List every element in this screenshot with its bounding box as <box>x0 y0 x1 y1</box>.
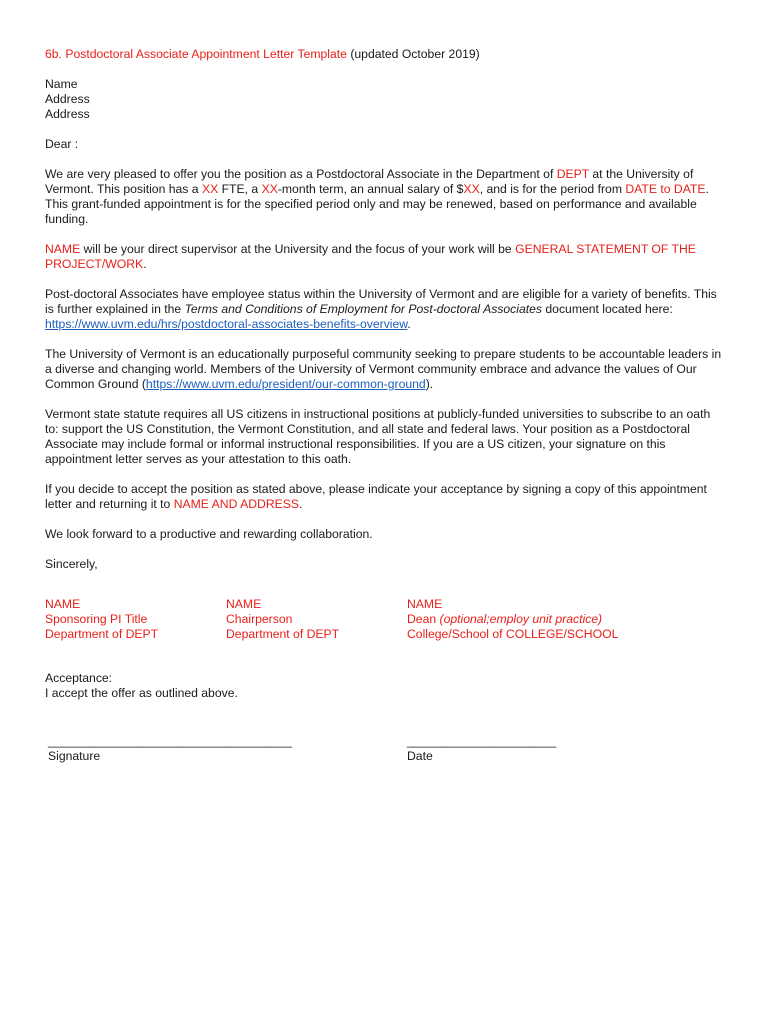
recipient-name: Name <box>45 77 78 91</box>
terms-document-title: Terms and Conditions of Employment for Post-doctoral Associates <box>184 302 542 316</box>
supervisor-paragraph <box>45 242 725 272</box>
months-placeholder: XX <box>261 182 278 196</box>
supervisor-text: will be your direct supervisor at the University and the focus of your work will be <box>80 242 516 256</box>
fte-placeholder: XX <box>201 182 219 196</box>
signatory-title <box>407 612 707 627</box>
salary-placeholder: XX <box>463 182 480 196</box>
date-line: ______________________ <box>407 734 557 748</box>
acceptance-section <box>45 671 238 701</box>
template-updated-note: (updated October 2019) <box>346 47 480 61</box>
offer-paragraph <box>45 167 725 227</box>
signatory-dept: Department of DEPT <box>226 627 340 641</box>
date-label: Date <box>407 749 433 763</box>
dates-placeholder: DATE to DATE <box>625 182 706 196</box>
offer-text: -month term, an annual salary of $ <box>277 182 464 196</box>
common-ground-text: The University of Vermont is an educationally purposeful community seeking to prepare students to be accountable leaders in a diverse and changing world. Members of the University of Vermont community embrace and advance the values of Our Common Ground ( <box>45 347 722 391</box>
signatory-name: NAME <box>45 597 81 611</box>
signatory-pi <box>45 597 235 642</box>
date-field[interactable] <box>407 734 556 764</box>
signatory-dept: College/School of COLLEGE/SCHOOL <box>407 627 619 641</box>
letter-title <box>45 47 725 62</box>
offer-text: at the University of Vermont. This position has a <box>45 167 694 196</box>
signatory-chair <box>226 597 416 642</box>
dean-title: Dean <box>407 612 440 626</box>
offer-text: . This grant-funded appointment is for the specified period only and may be renewed, based on performance and available funding. <box>45 182 709 226</box>
benefits-text: document located here: <box>542 302 673 316</box>
dean-note: (optional;employ unit practice) <box>439 612 603 626</box>
letter-body <box>45 47 725 572</box>
common-ground-link[interactable]: https://www.uvm.edu/president/our-common-ground <box>145 377 426 391</box>
acceptance-text: I accept the offer as outlined above. <box>45 686 238 700</box>
benefits-text: . <box>407 317 411 331</box>
signature-field[interactable] <box>48 734 292 764</box>
closing: Sincerely, <box>45 557 98 571</box>
recipient-address-line-1: Address <box>45 92 90 106</box>
acceptance-instructions-text: . <box>299 497 303 511</box>
acceptance-instructions-paragraph <box>45 482 725 512</box>
signatory-dept: Department of DEPT <box>45 627 159 641</box>
signatory-title: Chairperson <box>226 612 293 626</box>
signature-line: ____________________________________ <box>48 734 293 748</box>
signature-label: Signature <box>48 749 101 763</box>
signatory-name: NAME <box>407 597 443 611</box>
offer-text: We are very pleased to offer you the position as a Postdoctoral Associate in the Department of <box>45 167 557 181</box>
common-ground-text: ). <box>425 377 434 391</box>
acceptance-instructions-text: If you decide to accept the position as stated above, please indicate your acceptance by signing a copy of this appointment letter and returning it to <box>45 482 707 511</box>
common-ground-paragraph <box>45 347 725 392</box>
oath-paragraph: Vermont state statute requires all US citizens in instructional positions at publicly-funded universities to subscribe to an oath to: support the US Constitution, the Vermont Constitution, and all state and federal laws. Your position as a Postdoctoral Associate may include formal or informal instructional responsibilities. If you are a US citizen, your signature on this appointment letter serves as your attestation to this oath. <box>45 407 711 466</box>
offer-text: , and is for the period from <box>479 182 626 196</box>
benefits-overview-link[interactable]: https://www.uvm.edu/hrs/postdoctoral-associates-benefits-overview <box>45 317 408 331</box>
benefits-paragraph <box>45 287 725 332</box>
benefits-text: Post-doctoral Associates have employee status within the University of Vermont and are eligible for a variety of benefits. This is further explained in the <box>45 287 717 316</box>
signatory-title: Sponsoring PI Title <box>45 612 148 626</box>
supervisor-text: . <box>143 257 147 271</box>
acceptance-heading: Acceptance: <box>45 671 113 685</box>
signatory-name: NAME <box>226 597 262 611</box>
signatory-dean <box>407 597 707 642</box>
project-statement-placeholder: GENERAL STATEMENT OF THE PROJECT/WORK <box>45 242 696 271</box>
supervisor-name-placeholder: NAME <box>45 242 81 256</box>
recipient-address-line-2: Address <box>45 107 90 121</box>
name-address-placeholder: NAME AND ADDRESS <box>173 497 300 511</box>
template-title: 6b. Postdoctoral Associate Appointment Letter Template <box>45 47 347 61</box>
collaboration-paragraph: We look forward to a productive and rewarding collaboration. <box>45 527 373 541</box>
salutation: Dear : <box>45 137 79 151</box>
offer-text: FTE, a <box>218 182 262 196</box>
dept-placeholder: DEPT <box>556 167 590 181</box>
